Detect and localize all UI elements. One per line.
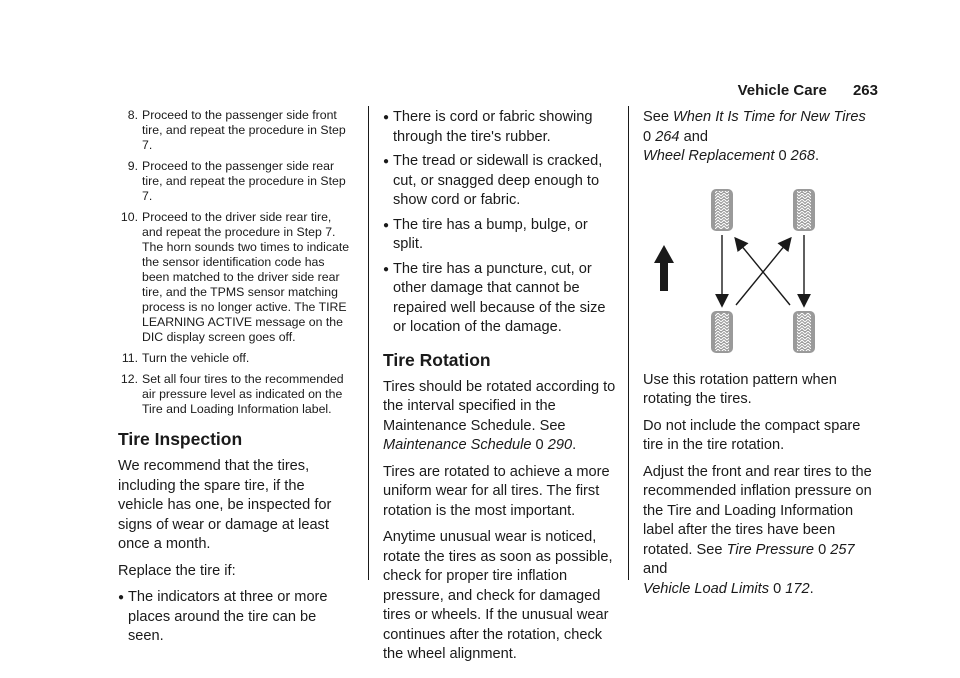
page-ref-icon: 0	[818, 541, 827, 558]
bullet-icon: ●	[383, 156, 390, 167]
replace-if: Replace the tire if:	[118, 562, 236, 579]
tire-inspection-heading: Tire Inspection	[118, 429, 243, 449]
front-direction-arrow-icon	[654, 245, 674, 291]
rotation-pattern-svg	[643, 181, 878, 361]
column-2	[383, 108, 618, 672]
column-3	[643, 108, 878, 606]
bullet-item: ● The tread or sidewall is cracked, cut, or snagged deep enough to show cord or fabric.	[383, 152, 618, 211]
rotation-pattern-text: Use this rotation pattern when rotating the tires.	[643, 371, 837, 407]
column-divider	[628, 106, 629, 580]
tire-pressure-link[interactable]: Tire Pressure	[726, 541, 815, 558]
spare-tire-text: Do not include the compact spare tire in the tire rotation.	[643, 417, 861, 453]
page-number: 263	[852, 82, 878, 99]
rotation-paragraph-1: Tires should be rotated according to the interval specified in the Maintenance Schedule. See Maintenance Schedule 0 290.	[383, 378, 616, 453]
bullet-item: ● There is cord or fabric showing through the tire's rubber.	[383, 108, 618, 147]
bullet-item: ● The tire has a bump, bulge, or split.	[383, 216, 618, 255]
page-ref[interactable]: 172	[785, 580, 810, 597]
step-item: 10. Proceed to the driver side rear tire, and repeat the procedure in Step 7. The horn sounds two times to indicate the sensor identification code has been matched to the driver side rear tire, and the TPMS sensor matching process is no longer active. The TIRE LEARNING ACTIVE message on the DIC display screen goes off.	[120, 210, 350, 344]
page-ref[interactable]: 290	[547, 437, 573, 453]
page-ref[interactable]: 264	[655, 128, 680, 145]
bullet-item: ● The tire has a puncture, cut, or other damage that cannot be repaired well because of the size or location of the damage.	[383, 260, 618, 338]
step-item: 12. Set all four tires to the recommended air pressure level as indicated on the Tire and Loading Information label.	[120, 372, 344, 416]
tire-front-right-icon	[793, 189, 815, 231]
tire-rear-left-icon	[711, 311, 733, 353]
step-item: 8. Proceed to the passenger side front tire, and repeat the procedure in Step 7.	[127, 108, 346, 152]
page-ref-icon: 0	[643, 128, 652, 145]
wheel-replacement-link[interactable]: Wheel Replacement	[643, 148, 775, 164]
inspection-intro: We recommend that the tires, including the spare tire, if the vehicle has one, be inspected for signs of wear or damage at least once a month.	[118, 458, 332, 552]
page-ref-icon: 0	[535, 437, 544, 453]
column-1	[118, 108, 353, 652]
bullet-icon: ●	[118, 592, 125, 603]
steps-list	[118, 108, 353, 417]
maintenance-schedule-link[interactable]: Maintenance Schedule	[383, 437, 532, 453]
section-title: Vehicle Care	[737, 82, 827, 99]
bullet-icon: ●	[383, 112, 390, 123]
tire-rotation-diagram	[643, 181, 878, 361]
step-item: 9. Proceed to the passenger side rear tire, and repeat the procedure in Step 7.	[127, 159, 346, 203]
see-references: See When It Is Time for New Tires 0 264 and Wheel Replacement 0 268.	[643, 109, 866, 164]
rotation-paragraph-3: Anytime unusual wear is noticed, rotate the tires as soon as possible, check for proper tire inflation pressure, and check for damaged tires or wheels. If the unusual wear continues after the rotation, check the wheel alignment.	[383, 529, 613, 662]
vehicle-load-limits-link[interactable]: Vehicle Load Limits	[643, 580, 770, 597]
page-ref-icon: 0	[773, 580, 782, 597]
page-header	[738, 82, 878, 99]
bullet-item: ● The indicators at three or more places around the tire can be seen.	[118, 588, 353, 647]
bullet-icon: ●	[383, 219, 390, 231]
bullet-icon: ●	[383, 263, 390, 275]
adjust-pressure-text: Adjust the front and rear tires to the recommended inflation pressure on the Tire and Loading Information label after the tires have been rotated. See Tire Pressure 0 257 and Vehicle Load Limits 0 172.	[643, 463, 872, 597]
column-divider	[368, 106, 369, 580]
step-item: 11. Turn the vehicle off.	[121, 351, 250, 365]
new-tires-link[interactable]: When It Is Time for New Tires	[673, 109, 866, 125]
tire-front-left-icon	[711, 189, 733, 231]
page-ref[interactable]: 268	[790, 148, 816, 164]
tire-rotation-heading: Tire Rotation	[383, 349, 491, 370]
rotation-paragraph-2: Tires are rotated to achieve a more uniform wear for all tires. The first rotation is the most important.	[383, 463, 610, 519]
page-ref[interactable]: 257	[830, 541, 855, 558]
tire-rear-right-icon	[793, 311, 815, 353]
page-ref-icon: 0	[778, 148, 787, 164]
